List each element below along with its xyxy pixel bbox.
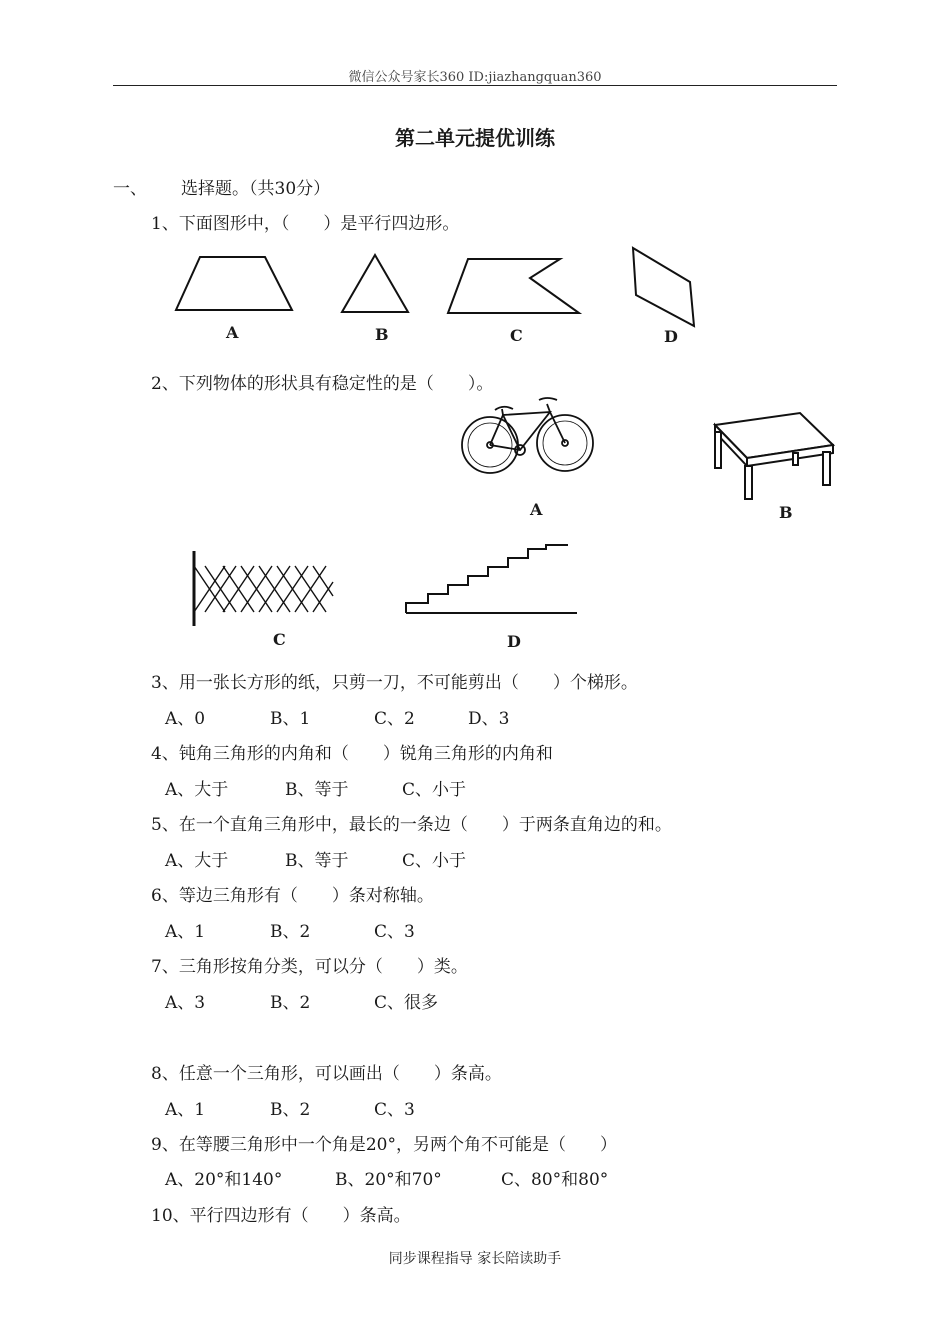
question-1: 1、下面图形中，（ ）是平行四边形。	[151, 214, 460, 234]
q8-option-c[interactable]: C、3	[374, 1100, 415, 1120]
q3-option-d[interactable]: D、3	[468, 709, 510, 729]
q2-label-a: A	[530, 500, 543, 519]
header-rule	[113, 85, 837, 86]
q6-option-b[interactable]: B、2	[270, 922, 311, 942]
staircase-figure	[400, 538, 580, 620]
q1-shapes-figure	[160, 240, 720, 350]
q6-option-c[interactable]: C、3	[374, 922, 415, 942]
q7-option-b[interactable]: B、2	[270, 993, 311, 1013]
trapezoid-shape	[176, 257, 292, 310]
bicycle-figure	[455, 390, 600, 480]
page-header: 微信公众号家长360 ID:jiazhangquan360	[348, 70, 602, 85]
q3-option-a[interactable]: A、0	[165, 709, 206, 729]
triangle-shape	[342, 255, 408, 312]
question-8: 8、任意一个三角形，可以画出（ ）条高。	[151, 1064, 502, 1084]
page-footer: 同步课程指导 家长陪读助手	[388, 1251, 562, 1267]
question-5: 5、在一个直角三角形中，最长的一条边（ ）于两条直角边的和。	[151, 815, 672, 835]
page-title: 第二单元提优训练	[395, 126, 555, 150]
section-number: 一、	[113, 179, 147, 199]
q4-option-a[interactable]: A、大于	[165, 780, 229, 800]
section-label: 选择题。（共30分）	[181, 179, 331, 199]
q5-option-a[interactable]: A、大于	[165, 851, 229, 871]
q9-option-c[interactable]: C、80°和80°	[501, 1170, 609, 1190]
q9-option-b[interactable]: B、20°和70°	[335, 1170, 442, 1190]
q9-option-a[interactable]: A、20°和140°	[165, 1170, 283, 1190]
q7-option-c[interactable]: C、很多	[374, 993, 439, 1013]
q3-option-b[interactable]: B、1	[270, 709, 311, 729]
q7-option-a[interactable]: A、3	[165, 993, 206, 1013]
question-6: 6、等边三角形有（ ）条对称轴。	[151, 886, 434, 906]
concave-shape	[448, 259, 579, 313]
q6-option-a[interactable]: A、1	[165, 922, 206, 942]
q5-option-b[interactable]: B、等于	[285, 851, 349, 871]
q7-options	[165, 988, 439, 1068]
q4-option-b[interactable]: B、等于	[285, 780, 349, 800]
table-figure	[705, 405, 840, 505]
q1-label-d: D	[664, 327, 678, 346]
parallelogram-shape	[633, 248, 694, 326]
question-9: 9、在等腰三角形中一个角是20°，另两个角不可能是（ ）	[151, 1135, 617, 1155]
q2-label-d: D	[507, 632, 521, 651]
q2-label-b: B	[779, 503, 793, 522]
question-2: 2、下列物体的形状具有稳定性的是（ ）。	[151, 374, 494, 394]
q1-label-b: B	[375, 325, 389, 344]
question-7: 7、三角形按角分类，可以分（ ）类。	[151, 957, 468, 977]
q8-option-a[interactable]: A、1	[165, 1100, 206, 1120]
question-10: 10、平行四边形有（ ）条高。	[151, 1206, 411, 1226]
question-4: 4、钝角三角形的内角和（ ）锐角三角形的内角和	[151, 744, 553, 764]
q2-label-c: C	[273, 630, 286, 649]
q5-option-c[interactable]: C、小于	[402, 851, 467, 871]
q8-option-b[interactable]: B、2	[270, 1100, 311, 1120]
q4-option-c[interactable]: C、小于	[402, 780, 467, 800]
q1-label-c: C	[510, 326, 523, 345]
q1-label-a: A	[226, 323, 239, 342]
q3-option-c[interactable]: C、2	[374, 709, 415, 729]
lattice-fence-figure	[185, 548, 340, 630]
question-3: 3、用一张长方形的纸，只剪一刀，不可能剪出（ ）个梯形。	[151, 673, 638, 693]
